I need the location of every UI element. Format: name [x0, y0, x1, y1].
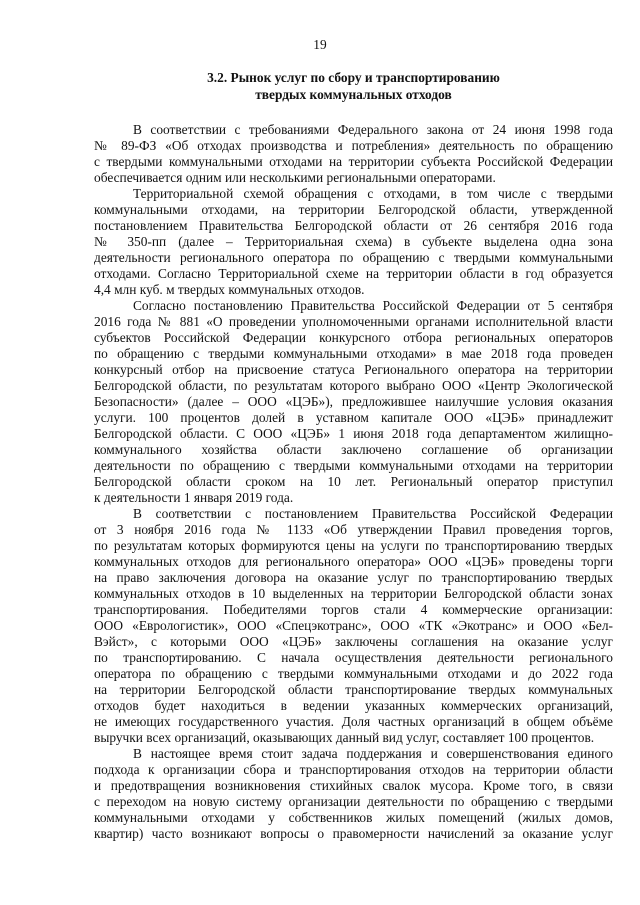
paragraph-line: коммунального хозяйства области заключено соглашение об организации [94, 442, 613, 457]
paragraph-line: оператора по обращению с твердыми коммунальными отходами и до 2022 года [94, 666, 613, 681]
paragraph-line: Белгородской области. С ООО «ЦЭБ» 1 июня 2018 года департаментом жилищно- [94, 426, 613, 441]
page-number: 19 [313, 37, 327, 52]
section-heading-line-2: твердых коммунальных отходов [255, 87, 452, 102]
paragraph-line: постановлением Правительства Белгородской области от 26 сентября 2016 года [94, 218, 613, 233]
paragraph-line: субъектов Российской Федерации конкурсного отбора региональных операторов [94, 330, 613, 345]
paragraph-line: с твердыми коммунальными отходами на территории субъекта Российской Федерации [94, 154, 613, 169]
paragraph-line: № 350-пп (далее – Территориальная схема) в субъекте выделена одна зона [94, 234, 613, 249]
paragraph-line: не имеющих государственного участия. Доля частных организаций в общем объёме [94, 714, 613, 729]
paragraph-line: услуги. 100 процентов долей в уставном капитале ООО «ЦЭБ» принадлежит [94, 410, 613, 425]
paragraph-line: 2016 года № 881 «О проведении уполномоченными органами исполнительной власти [94, 314, 613, 329]
paragraph-line: ООО «Еврологистик», ООО «Спецэкотранс», ООО «ТК «Экотранс» и ООО «Бел- [94, 618, 613, 633]
paragraph-line: и предотвращения возникновения стихийных свалок мусора. Кроме того, в связи [94, 778, 613, 793]
paragraph-line: конкурсный отбор на присвоение статуса Регионального оператора на территории [94, 362, 613, 377]
paragraph-line: отходами. Согласно Территориальной схеме на территории области в год образуется [94, 266, 613, 281]
paragraph-line: В соответствии с требованиями Федерального закона от 24 июня 1998 года [133, 122, 613, 137]
paragraph-line: на право заключения договора на оказание услуг по транспортированию твердых [94, 570, 613, 585]
paragraph-line: Территориальной схемой обращения с отходами, в том числе с твердыми [133, 186, 613, 201]
paragraph-line: отходов будет находиться в ведении указанных коммерческих организаций, [94, 698, 613, 713]
paragraph-line: на территории Белгородской области транспортирование твердых коммунальных [94, 682, 613, 697]
paragraph-line: по результатам которых формируются цены на услуги по транспортированию твердых [94, 538, 613, 553]
paragraph-line: Согласно постановлению Правительства Российской Федерации от 5 сентября [133, 298, 613, 313]
paragraph-line: коммунальными отходами у собственников жилых помещений (жилых домов, [94, 810, 613, 825]
paragraph-line: от 3 ноября 2016 года № 1133 «Об утверждении Правил проведения торгов, [94, 522, 613, 537]
paragraph-line: коммунальными отходами, на территории Белгородской области, утвержденной [94, 202, 613, 217]
paragraph-line: коммунальных отходов для регионального оператора» ООО «ЦЭБ» проведены торги [94, 554, 613, 569]
paragraph-line: Безопасности» (далее – ООО «ЦЭБ»), предложившее наилучшие условия оказания [94, 394, 613, 409]
paragraph-line: Белгородской области сроком на 10 лет. Региональный оператор приступил [94, 474, 613, 489]
paragraph-line: с переходом на новую систему организации деятельности по обращению с твердыми [94, 794, 613, 809]
paragraph-line: коммунальных отходов в 10 выделенных на территории Белгородской области зонах [94, 586, 613, 601]
paragraph-line: Вэйст», с которыми ООО «ЦЭБ» заключены соглашения на оказание услуг [94, 634, 613, 649]
paragraph-line: деятельности регионального оператора по обращению с твердыми коммунальными [94, 250, 613, 265]
paragraph-line: по обращению с твердыми коммунальными отходами» в мае 2018 года проведен [94, 346, 613, 361]
paragraph-line: 4,4 млн куб. м твердых коммунальных отходов. [94, 282, 365, 297]
section-heading-line-1: 3.2. Рынок услуг по сбору и транспортированию [207, 70, 500, 85]
paragraph-line: к деятельности 1 января 2019 года. [94, 490, 294, 505]
paragraph-line: по транспортированию. С начала осуществления деятельности регионального [94, 650, 613, 665]
paragraph-line: квартир) часто возникают вопросы о правомерности начислений за оказание услуг [94, 826, 613, 841]
paragraph-line: транспортирования. Победителями торгов стали 4 коммерческие организации: [94, 602, 613, 617]
paragraph-line: выручки всех организаций, оказывающих данный вид услуг, составляет 100 процентов. [94, 730, 595, 745]
paragraph-line: В настоящее время стоит задача поддержания и совершенствования единого [133, 746, 613, 761]
paragraph-line: обеспечивается одним или несколькими региональными операторами. [94, 170, 496, 185]
paragraph-line: деятельности по обращению с твердыми коммунальными отходами на территории [94, 458, 613, 473]
paragraph-line: В соответствии с постановлением Правительства Российской Федерации [133, 506, 613, 521]
paragraph-line: Белгородской области, по результатам которого выбрано ООО «Центр Экологической [94, 378, 613, 393]
paragraph-line: подхода к организации сбора и транспортирования отходов на территории области [94, 762, 613, 777]
paragraph-line: № 89-ФЗ «Об отходах производства и потребления» деятельность по обращению [94, 138, 613, 153]
